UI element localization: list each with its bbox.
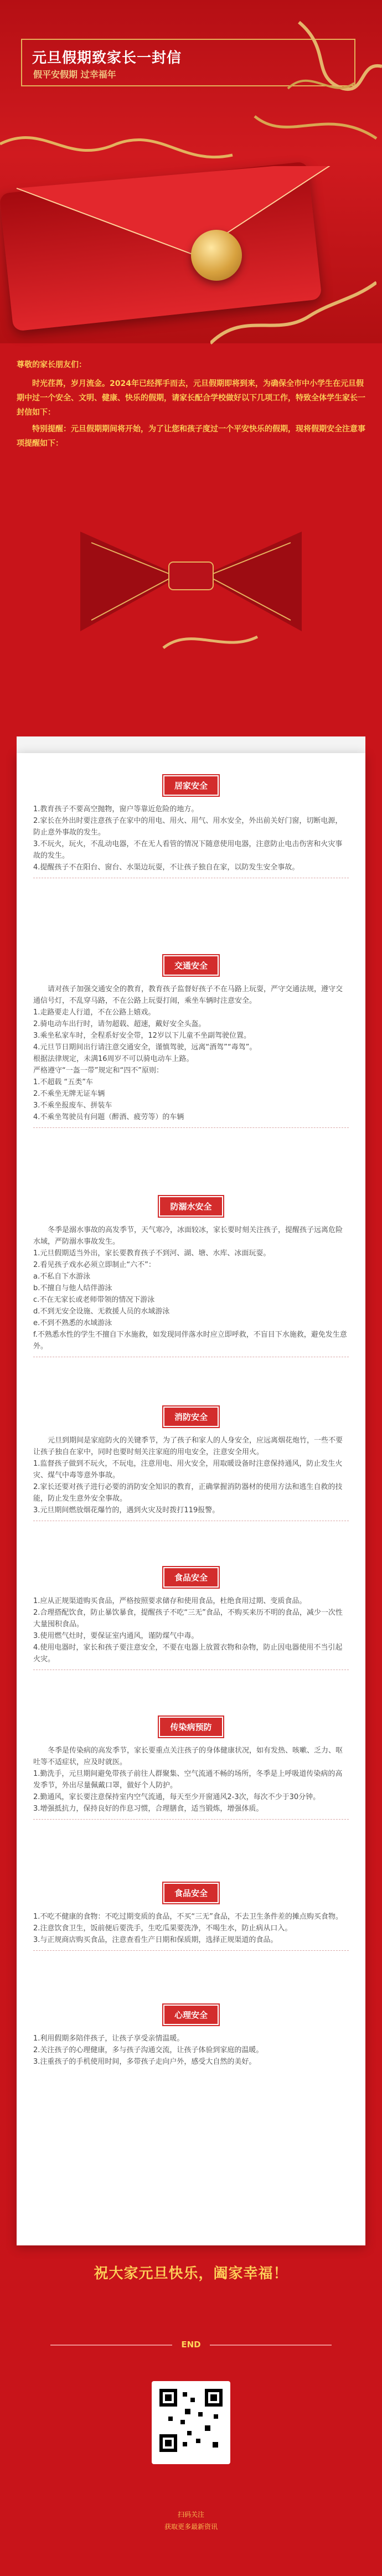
qr-code-icon xyxy=(152,2381,230,2464)
section-line: 4.不乘坐驾驶员有问题（醉酒、疲劳等）的车辆 xyxy=(33,1111,349,1128)
section-line: 3.与正规商店购买食品，注意查看生产日期和保质期，选择正规渠道的食品。 xyxy=(33,1934,349,1951)
closing-message: 祝大家元旦快乐，阖家幸福！ xyxy=(94,2265,288,2282)
section-title: 食品安全 xyxy=(33,1883,349,1903)
qr-sub-label: 获取更多最新资讯 xyxy=(164,2523,218,2531)
section-home-safety xyxy=(33,775,349,878)
section-line: 1.走路要走人行道，不在公路上嬉戏。 xyxy=(33,1008,156,1017)
section-line: 1.利用假期多陪伴孩子，让孩子享受亲情温暖。 xyxy=(33,2034,184,2043)
section-line: 1.勤洗手，元旦期间避免带孩子前往人群聚集、空气流通不畅的场所，冬季是上呼吸道传染病的高发季节，外出尽量佩戴口罩，做好个人防护。 xyxy=(33,1770,343,1790)
letter-paper xyxy=(17,753,365,2245)
section-line: 3.乘坐私家车时，全程系好安全带，12岁以下儿童不坐副驾驶位置。 xyxy=(33,1032,251,1040)
section-line: f.不熟悉水性的学生不擅自下水施救，如发现同伴落水时应立即呼救，不盲目下水施救，避免发生意外。 xyxy=(33,1329,349,1357)
section-line: 4.元旦节日期间出行请注意交通安全，谨慎驾驶，远离“酒驾”“毒驾”。 xyxy=(33,1043,257,1052)
end-label: END xyxy=(181,2340,201,2350)
section-line: 根据法律规定，未满16周岁不可以骑电动车上路。 xyxy=(33,1055,194,1063)
section-line: 3.使用燃气灶时，要保证室内通风，谨防煤气中毒。 xyxy=(33,1632,199,1640)
qr-code[interactable] xyxy=(152,2381,230,2464)
section-line: 1.应从正规渠道购买食品，严格按照要求储存和使用食品，杜绝食用过期、变质食品。 xyxy=(33,1597,307,1605)
section-line: 2.不乘坐无牌无证车辆 xyxy=(33,1090,105,1098)
section-line: 4.提醒孩子不在阳台、窗台、水渠边玩耍，不让孩子独自在家，以防发生安全事故。 xyxy=(33,862,349,878)
section-line: 请对孩子加强交通安全的教育，教育孩子监督好孩子不在马路上玩耍，严守交通法规，遵守交通信号灯，不乱穿马路，不在公路上玩耍打闹，乘坐车辆时注意安全。 xyxy=(33,985,343,1005)
section-line: 冬季是溺水事故的高发季节，天气寒冷，冰面较冰，家长要时刻关注孩子，提醒孩子远离危险水域，严防溺水事故发生。 xyxy=(33,1226,343,1246)
section-line: 3.增强抵抗力，保持良好的作息习惯，合理膳食，适当锻炼，增强体质。 xyxy=(33,1803,349,1820)
section-line: 2.勤通风，家长要注意保持室内空气流通，每天至少开窗通风2-3次，每次不少于30分钟。 xyxy=(33,1793,321,1801)
section-line: 3.不玩火，玩火，不乱动电器，不在无人看管的情况下随意使用电器，注意防止电击伤害和火灾事故的发生。 xyxy=(33,840,343,860)
section-disease-prevention xyxy=(33,1717,349,1820)
section-title: 交通安全 xyxy=(33,955,349,976)
section-line: 2.家长在外出时要注意孩子在家中的用电、用火、用气、用水安全，外出前关好门窗，切断电源，防止意外事故的发生。 xyxy=(33,817,343,837)
page-title: 元旦假期致家长一封信 xyxy=(32,50,182,66)
section-food-safety-1 xyxy=(33,1567,349,1670)
red-bow-decoration xyxy=(80,509,302,659)
section-line: c.不在无家长或老师带领的情况下游泳 xyxy=(33,1296,155,1304)
section-title: 心理安全 xyxy=(33,2005,349,2025)
section-title: 防溺水安全 xyxy=(33,1196,349,1217)
section-line: 严格遵守“一盔一带”规定和“四不”原则： xyxy=(33,1067,163,1075)
qr-caption xyxy=(0,2508,382,2533)
section-line: 2.合理搭配饮食，防止暴饮暴食，提醒孩子不吃“三无”食品，不购买来历不明的食品，减少一次性大量囤积食品。 xyxy=(33,1609,343,1629)
greeting: 尊敬的家长朋友们： xyxy=(17,360,86,369)
section-line: 1.不超载 “五类”车 xyxy=(33,1078,94,1086)
section-line: e.不到不熟悉的水域游泳 xyxy=(33,1319,112,1327)
intro-paragraph-1: 时光荏苒，岁月流金。2024年已经挥手而去，元旦假期即将到来，为确保全市中小学生在元旦假期中过一个安全、文明、健康、快乐的假期，请家长配合学校做好以下几项工作，特致全体学生家长一封信如下： xyxy=(17,379,365,417)
section-line: 2.注意饮食卫生，饭前便后要洗手，生吃瓜果要洗净，不喝生水，防止病从口入。 xyxy=(33,1924,292,1933)
section-line: 3.注重孩子的手机使用时间，多带孩子走向户外，感受大自然的美好。 xyxy=(33,2058,256,2066)
section-line: 2.看见孩子戏水必须立即制止“六不”： xyxy=(33,1261,156,1269)
end-divider xyxy=(0,2340,382,2350)
section-line: 2.骑电动车出行时，请勿超载、超速，戴好安全头盔。 xyxy=(33,1020,206,1028)
section-traffic-safety xyxy=(33,955,349,1128)
page-subtitle: 假平安假期 过幸福年 xyxy=(33,69,116,80)
section-line: 1.教育孩子不要高空抛物，窗户等靠近危险的地方。 xyxy=(33,805,199,813)
gold-ribbon-bottom xyxy=(210,277,376,349)
section-title: 食品安全 xyxy=(33,1567,349,1588)
section-line: d.不到无安全设施、无救援人员的水域游泳 xyxy=(33,1307,170,1316)
section-line: 冬季是传染病的高发季节，家长要重点关注孩子的身体健康状况，如有发热、咳嗽、乏力、呕吐等不适症状，应及时就医。 xyxy=(33,1746,343,1766)
section-line: 4.使用电器时，家长和孩子要注意安全，不要在电器上放置衣物和杂物，防止因电器使用不当引起火灾。 xyxy=(33,1642,349,1670)
section-line: 3.不乘坐报废车、拼装车 xyxy=(33,1101,112,1110)
qr-label: 扫码关注 xyxy=(177,2511,204,2518)
section-title: 消防安全 xyxy=(33,1407,349,1427)
section-line: 1.不吃不健康的食物：不吃过期变质的食品，不买“三无”食品，不去卫生条件差的摊点购买食物。 xyxy=(33,1913,343,1921)
section-line: 2.关注孩子的心理健康，多与孩子沟通交流，让孩子体验到家庭的温暖。 xyxy=(33,2046,264,2054)
section-mental-health xyxy=(33,2005,349,2068)
section-line: 1.监督孩子做到不玩火，不玩电，注意用电、用火安全，用取暖设备时注意保持通风，防止发生火灾、煤气中毒等意外事故。 xyxy=(33,1460,343,1480)
section-line: 2.家长还要对孩子进行必要的消防安全知识的教育，正确掌握消防器材的使用方法和逃生自救的技能，防止发生意外安全事故。 xyxy=(33,1483,343,1503)
hero-banner xyxy=(0,0,382,343)
section-line: 3.元旦期间燃放烟花爆竹的，遇到火灾及时拨打119报警。 xyxy=(33,1505,349,1521)
section-line: 1.元旦假期适当外出，家长要教育孩子不到河、湖、塘、水库、冰面玩耍。 xyxy=(33,1249,271,1258)
section-drowning-prevention xyxy=(33,1196,349,1357)
section-line: 元旦到期间是家庭防火的关键季节，为了孩子和家人的人身安全，应远离烟花炮竹，一些不要让孩子独自在家中，同时也要时刻关注家庭的用电安全，注意安全用火。 xyxy=(33,1436,343,1456)
section-title: 传染病预防 xyxy=(33,1717,349,1737)
intro-text xyxy=(17,358,365,451)
section-fire-safety xyxy=(33,1407,349,1521)
section-title: 居家安全 xyxy=(33,775,349,796)
section-line: b.不擅自与他人结伴游泳 xyxy=(33,1284,112,1292)
gold-wax-seal-icon xyxy=(191,230,242,281)
intro-paragraph-2: 特别提醒：元旦假期期间将开始，为了让您和孩子度过一个平安快乐的假期，现将假期安全注意事项提醒如下： xyxy=(17,425,365,448)
section-line: a.不私自下水游泳 xyxy=(33,1272,91,1281)
section-food-safety-2 xyxy=(33,1883,349,1951)
